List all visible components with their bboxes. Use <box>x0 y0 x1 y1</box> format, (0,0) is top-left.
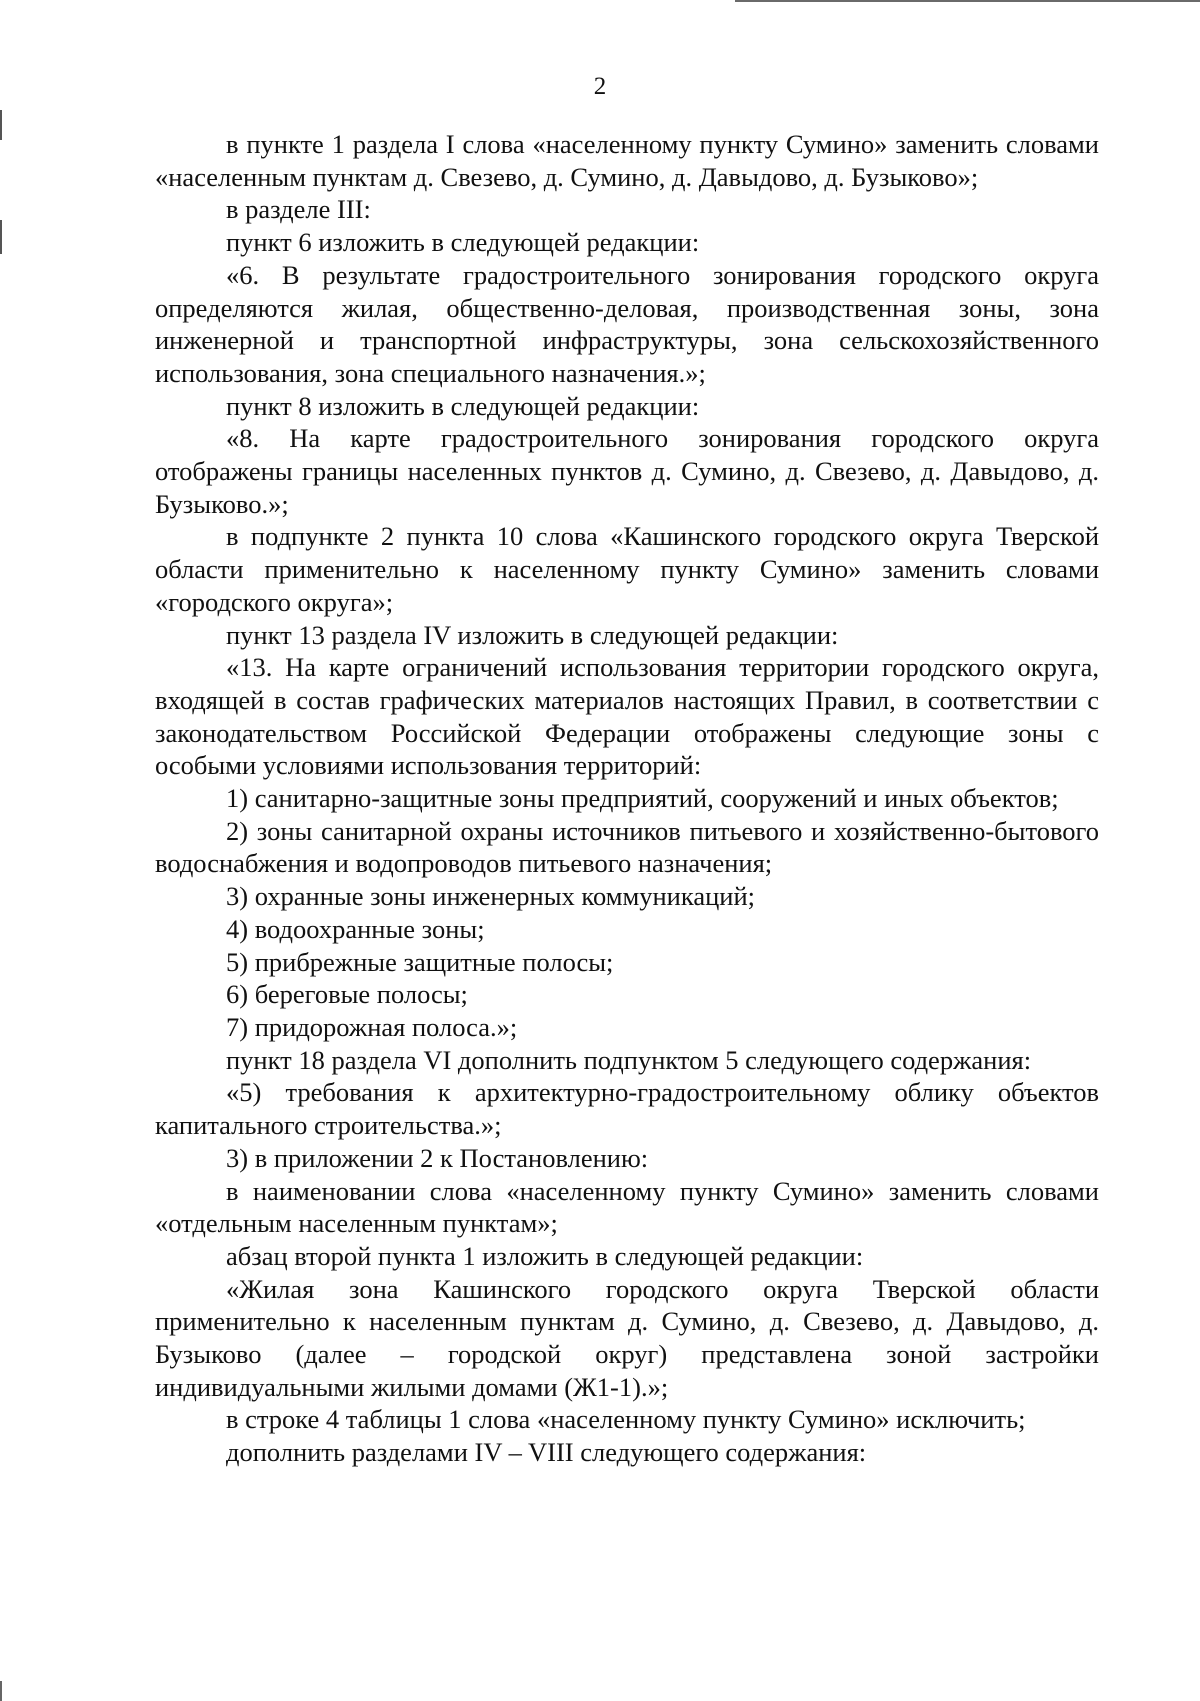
paragraph: «Жилая зона Кашинского городского округа Тверской области применительно к населенным пунктам д. Сумино, д. Свезево, д. Давыдово, д. Бузыково (далее – городской округ) представлена зоной застройки индивидуальными жилыми домами (Ж1-1).»; <box>155 1273 1099 1402</box>
paragraph: в пункте 1 раздела I слова «населенному пункту Сумино» заменить словами «населенным пунктам д. Свезево, д. Сумино, д. Давыдово, д. Бузыково»; <box>155 129 1099 192</box>
paragraph: пункт 8 изложить в следующей редакции: <box>226 390 700 421</box>
paragraph: 3) в приложении 2 к Постановлению: <box>226 1142 649 1173</box>
list-item: 4) водоохранные зоны; <box>226 913 485 944</box>
document-body <box>155 128 1099 1469</box>
list-item: 1) санитарно-защитные зоны предприятий, сооружений и иных объектов; <box>226 783 1059 814</box>
paragraph: в разделе III: <box>226 194 371 225</box>
paragraph: пункт 13 раздела IV изложить в следующей редакции: <box>226 619 839 650</box>
scan-edge-mark <box>0 220 2 254</box>
paragraph: в подпункте 2 пункта 10 слова «Кашинского городского округа Тверской области применительно к населенному пункту Сумино» заменить словами «городского округа»; <box>155 521 1099 617</box>
paragraph: «5) требования к архитектурно-градостроительному облику объектов капитального строительства.»; <box>155 1077 1099 1141</box>
list-item: 7) придорожная полоса.»; <box>226 1011 518 1042</box>
scan-edge-line <box>735 0 1200 2</box>
paragraph: пункт 6 изложить в следующей редакции: <box>226 227 700 258</box>
paragraph: в наименовании слова «населенному пункту Сумино» заменить словами «отдельным населенным пунктам»; <box>155 1175 1099 1239</box>
paragraph: дополнить разделами IV – VIII следующего содержания: <box>226 1437 867 1468</box>
paragraph: абзац второй пункта 1 изложить в следующей редакции: <box>226 1240 864 1271</box>
list-item: 2) зоны санитарной охраны источников питьевого и хозяйственно-бытового водоснабжения и водопроводов питьевого назначения; <box>155 815 1099 879</box>
scan-edge-mark <box>0 110 2 140</box>
scan-edge-mark <box>0 1681 2 1701</box>
paragraph: «13. На карте ограничений использования территории городского округа, входящей в состав графических материалов настоящих Правил, в соответствии с законодательством Российской Федерации отображены следующие зоны с особыми условиями использования территорий: <box>155 652 1099 781</box>
paragraph: «6. В результате градостроительного зонирования городского округа определяются жилая, общественно-деловая, производственная зоны, зона инженерной и транспортной инфраструктуры, зона сельскохозяйственного использования, зона специального назначения.»; <box>155 259 1099 388</box>
paragraph: в строке 4 таблицы 1 слова «населенному пункту Сумино» исключить; <box>226 1404 1026 1435</box>
paragraph: пункт 18 раздела VI дополнить подпунктом 5 следующего содержания: <box>226 1044 1032 1075</box>
list-item: 5) прибрежные защитные полосы; <box>226 946 614 977</box>
paragraph: «8. На карте градостроительного зонирования городского округа отображены границы населенных пунктов д. Сумино, д. Свезево, д. Давыдово, д. Бузыково.»; <box>155 423 1099 519</box>
list-item: 6) береговые полосы; <box>226 979 468 1010</box>
page-number: 2 <box>593 73 607 100</box>
list-item: 3) охранные зоны инженерных коммуникаций; <box>226 881 755 912</box>
